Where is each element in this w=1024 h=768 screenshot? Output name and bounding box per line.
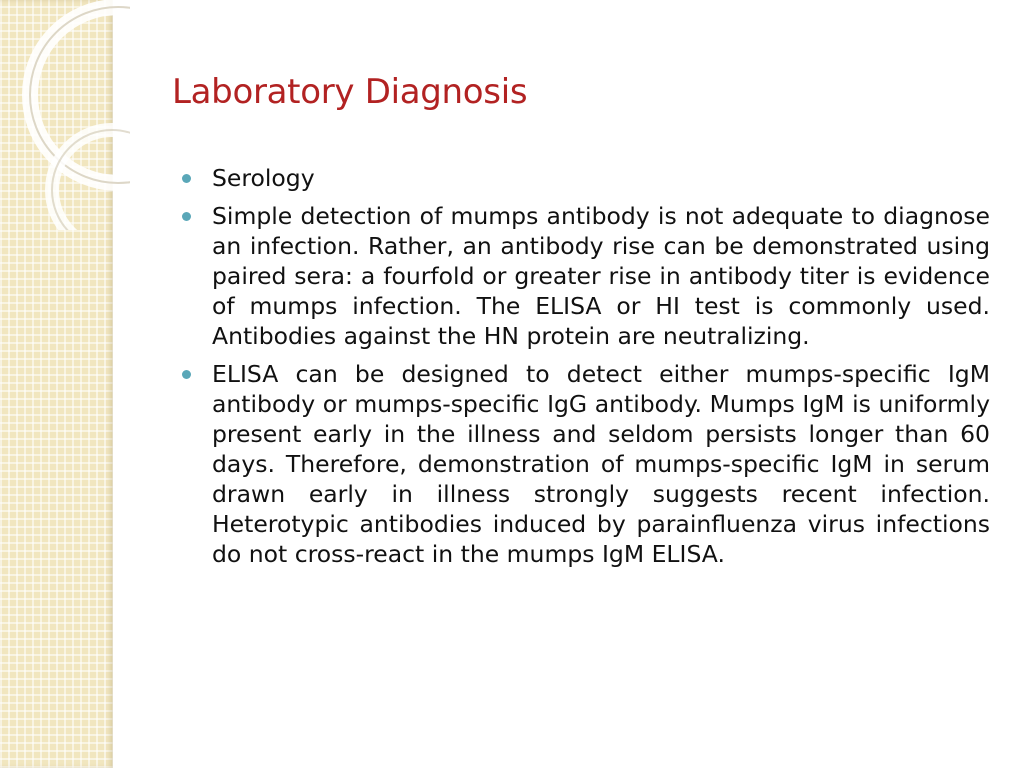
bullet-text: Serology xyxy=(212,164,315,192)
bullet-text: ELISA can be designed to detect either mumps-specific IgM antibody or mumps-specific IgG antibody. Mumps IgM is uniformly present early in the illness and seldom persists longer than 60 days. Therefore, demonstration of mumps-specific IgM in serum drawn early in illness strongly suggests recent infection. Heterotypic antibodies induced by parainfluenza virus infections do not cross-react in the mumps IgM ELISA. xyxy=(212,360,990,568)
bullet-list xyxy=(182,163,990,577)
bullet-item-serology xyxy=(182,163,990,193)
bullet-dot-icon xyxy=(182,370,191,379)
bullet-text: Simple detection of mumps antibody is not adequate to diagnose an infection. Rather, an antibody rise can be demonstrated using paired sera: a fourfold or greater rise in antibody titer is evidence of mumps infection. The ELISA or HI test is commonly used. Antibodies against the HN protein are neutralizing. xyxy=(212,202,990,350)
bullet-dot-icon xyxy=(182,174,191,183)
bullet-item-elisa xyxy=(182,359,990,569)
bullet-dot-icon xyxy=(182,212,191,221)
decorative-ring-icon xyxy=(0,0,130,230)
bullet-item-antibody-detection xyxy=(182,201,990,351)
slide-title: Laboratory Diagnosis xyxy=(172,72,528,112)
